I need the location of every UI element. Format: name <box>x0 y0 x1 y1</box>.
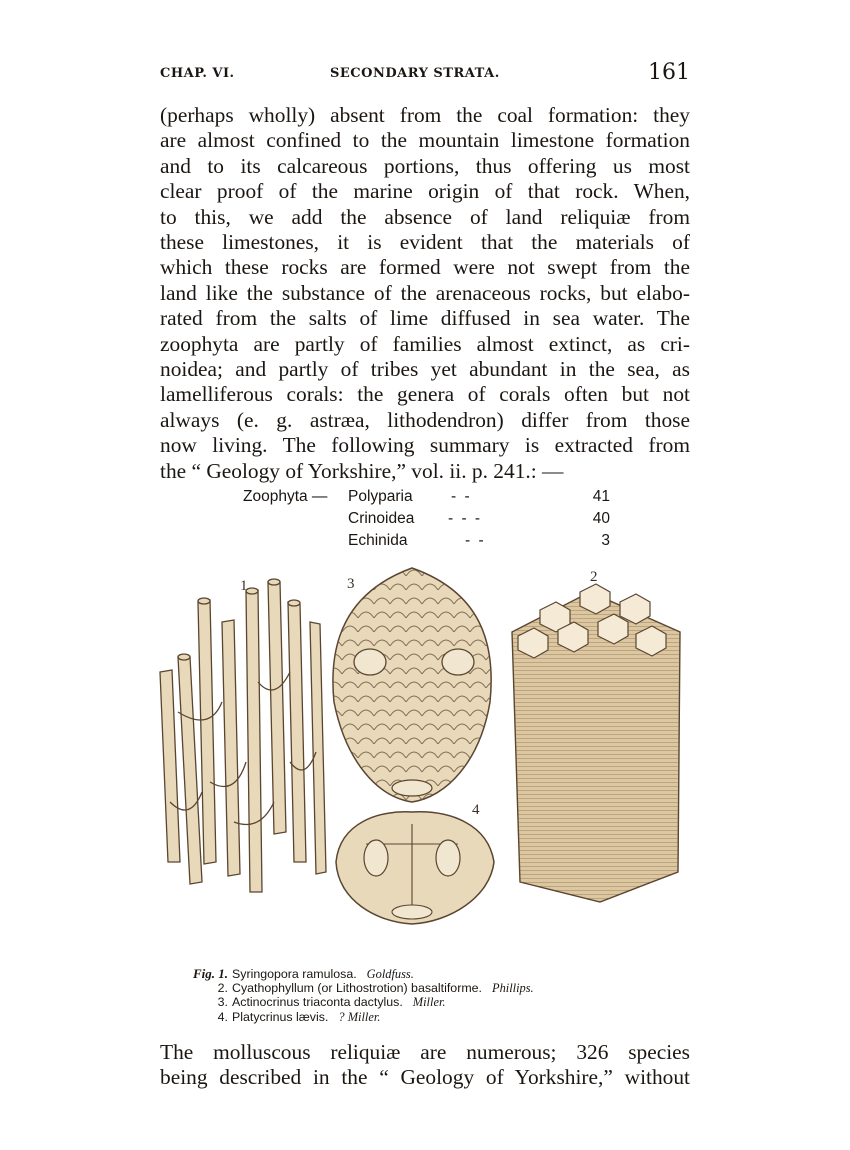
summary-group-label: Zoophyta — <box>243 488 328 505</box>
text-line: land like the substance of the arenaceous rocks, but elabo- <box>160 280 690 305</box>
chapter-label: CHAP. VI. <box>160 66 235 81</box>
fossil-engraving <box>150 562 695 960</box>
text-line: always (e. g. astræa, lithodendron) differ from those <box>160 407 690 432</box>
figure-number-3: 3 <box>347 576 355 592</box>
text-line: which these rocks are formed were not swept from the <box>160 255 690 280</box>
actinocrinus-drawing <box>333 568 491 802</box>
summary-row <box>243 532 610 554</box>
text-line: zoophyta are partly of families almost extinct, as cri- <box>160 331 690 356</box>
caption-lead: 3. <box>217 995 228 1010</box>
caption-author: Miller. <box>412 995 446 1010</box>
syringopora-drawing <box>160 579 326 892</box>
figure-number-2: 2 <box>590 569 598 585</box>
text-line: The molluscous reliquiæ are numerous; 326 species <box>160 1040 690 1064</box>
caption-text: Actinocrinus triaconta dactylus. <box>232 995 403 1010</box>
text-line: clear proof of the marine origin of that rock. When, <box>160 179 690 204</box>
caption-line <box>186 967 706 981</box>
text-line: to this, we add the absence of land reliquiæ from <box>160 204 690 229</box>
cyathophyllum-drawing <box>512 584 680 902</box>
caption-text: Cyathophyllum (or Lithostrotion) basaltiforme. <box>232 981 482 996</box>
text-line: are almost confined to the mountain limestone formation <box>160 128 690 153</box>
figure-number-4: 4 <box>472 802 480 818</box>
text-line: now living. The following summary is extracted from <box>160 433 690 458</box>
section-title: SECONDARY STRATA. <box>330 66 500 81</box>
caption-author: Goldfuss. <box>366 967 414 981</box>
summary-row <box>243 488 610 510</box>
text-line: being described in the “ Geology of Yorkshire,” without <box>160 1065 690 1090</box>
summary-count: 40 <box>592 510 610 527</box>
caption-text: Platycrinus lævis. <box>232 1009 329 1024</box>
platycrinus-drawing <box>336 812 494 924</box>
summary-name: Polyparia <box>348 488 413 505</box>
caption-lead: 2. <box>217 981 228 996</box>
caption-author: ? Miller. <box>338 1009 381 1024</box>
page-number: 161 <box>648 60 690 85</box>
caption-author: Phillips. <box>492 981 534 996</box>
figure-captions <box>186 967 706 1024</box>
summary-dashes: - - <box>451 488 472 505</box>
text-line: the “ Geology of Yorkshire,” vol. ii. p. 241.: — <box>160 458 564 483</box>
text-line: these limestones, it is evident that the materials of <box>160 230 690 255</box>
caption-text: Syringopora ramulosa. <box>232 967 357 981</box>
caption-lead: Fig. 1. <box>192 966 228 981</box>
text-line: noidea; and partly of tribes yet abundant in the sea, as <box>160 357 690 382</box>
summary-name: Echinida <box>348 532 408 549</box>
summary-count: 41 <box>592 488 610 505</box>
closing-paragraph <box>160 1040 690 1091</box>
caption-line <box>186 1010 706 1024</box>
main-paragraph <box>160 103 690 484</box>
text-line: (perhaps wholly) absent from the coal formation: they <box>160 103 690 127</box>
caption-lead: 4. <box>217 1009 228 1024</box>
fossil-illustration <box>150 562 695 960</box>
caption-line <box>186 981 706 995</box>
summary-name: Crinoidea <box>348 510 415 527</box>
text-line: lamelliferous corals: the genera of corals often but not <box>160 382 690 407</box>
summary-row <box>243 510 610 532</box>
text-line: and to its calcareous portions, thus offering us most <box>160 153 690 178</box>
caption-line <box>186 995 706 1009</box>
summary-count: 3 <box>601 532 610 549</box>
running-head <box>160 62 690 90</box>
summary-dashes: - - - <box>448 510 483 527</box>
summary-dashes: - - <box>465 532 486 549</box>
text-line: rated from the salts of lime diffused in sea water. The <box>160 306 690 331</box>
figure-number-1: 1 <box>240 578 248 594</box>
